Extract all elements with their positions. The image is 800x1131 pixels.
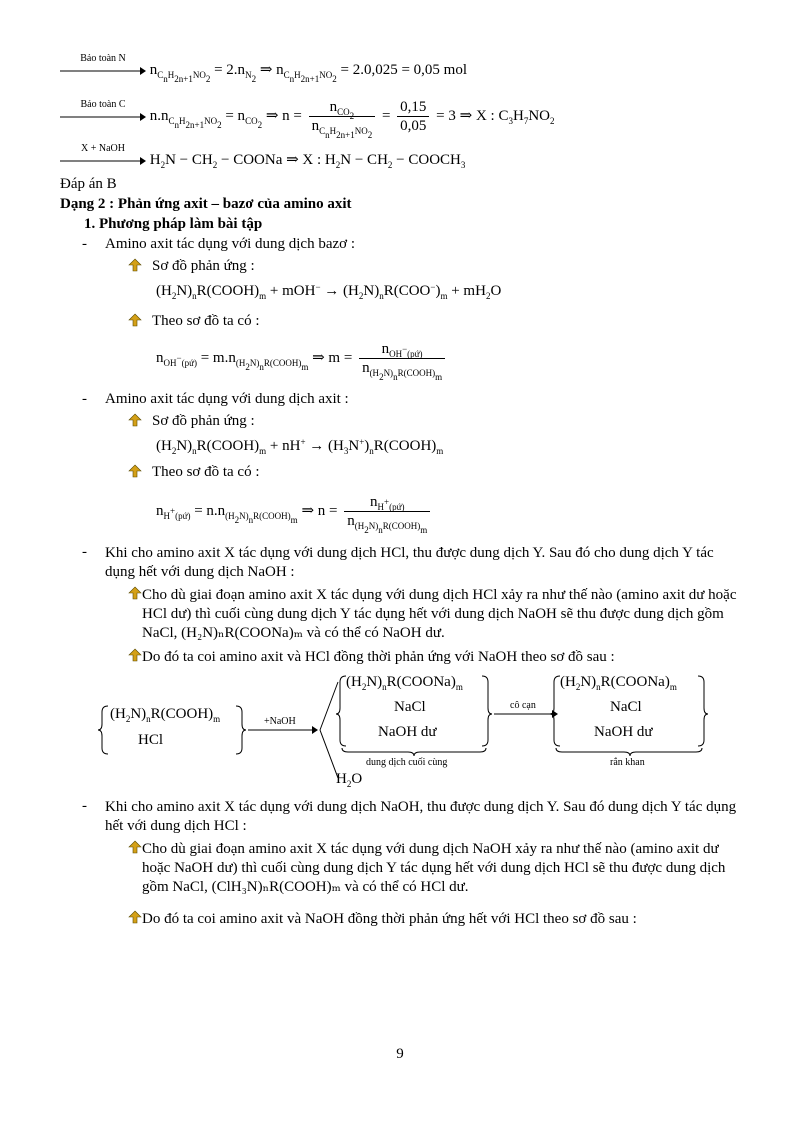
equation-conservation-n: Bảo toàn N $n_{C_nH_{2n+1}NO_2} = 2.n_{N_2}$ ⇒ $n_{C_nH_{2n+1}NO_2} = 2.0,025 = 0,05$ mol [60,60,467,79]
solid-naoh: NaOH dư [594,724,653,740]
label-solid: rắn khan [610,757,645,768]
arrow-conservation-c [60,98,146,122]
fraction-values: $\frac{0,15}{0,05}$ [397,98,429,135]
arrow-bullet-icon [128,648,142,667]
arrow-label: Bảo toàn C [80,98,126,110]
arrow-bullet-icon [128,586,142,605]
solid-nacl: NaCl [610,699,642,715]
arrow-bullet-icon [128,464,142,483]
hcl-note-2: Do đó ta coi amino axit và HCl đồng thời phản ứng với NaOH theo sơ đồ sau : [142,649,615,665]
dash-bullet: - [82,236,87,252]
reaction-acid: $(H_2N)_nR(COOH)_m + nH^+$ → $(H_3N^+)_nR(COOH)_m$ [156,437,444,456]
theo-so-do-label: Theo sơ đồ ta có : [152,313,260,329]
reaction-scheme [98,668,718,788]
arrow-label: Bảo toàn N [80,52,126,64]
solid-amino-salt: $(H_2N)_nR(COONa)_m$ [560,674,677,692]
arrow-bullet-icon [128,413,142,432]
product-amino-salt: $(H_2N)_nR(COONa)_m$ [346,674,463,692]
reactant-amino-acid: $(H_2N)_nR(COOH)_m$ [110,706,221,724]
scheme-label: Sơ đồ phản ứng : [152,413,255,429]
arrow-label: X + NaOH [81,142,125,154]
theo-so-do-label: Theo sơ đồ ta có : [152,464,260,480]
naoh-note-1: Cho dù giai đoạn amino axit X tác dụng với dung dịch NaOH xảy ra như thế nào (amino axit dư hoặc NaOH dư) thì cuối cùng dung dịch Y tác dụng hết với dung dịch HCl sẽ thu được dung dịch gồm NaCl, (ClH₃N)ₙR(COOH)ₘ và có thể có HCl dư. [142,841,726,895]
hcl-note-1: Cho dù giai đoạn amino axit X tác dụng với dung dịch HCl xảy ra như thế nào (amino axit dư hoặc HCl dư) thì cuối cùng dung dịch Y tác dụng hết với dung dịch NaOH sẽ thu được dung dịch gồm NaCl, (H₂N)ₙR(COONa)ₘ và có thể có NaOH dư. [142,587,737,641]
dash-bullet: - [82,544,87,560]
naoh-note-2: Do đó ta coi amino axit và NaOH đồng thời phản ứng hết với HCl theo sơ đồ sau : [142,911,637,927]
naoh-then-hcl: Khi cho amino axit X tác dụng với dung dịch NaOH, thu được dung dịch Y. Sau đó dung dịch Y tác dụng hết với dung dịch HCl : [105,799,737,834]
formula-base-ratio: $n_{OH^-(pứ)} = m.n_{(H_2N)_nR(COOH)_m}$ ⇒ m = $\frac{n_{OH^-(pứ)}}{n_{(H_2N)_nR(COOH)_m}}$ [156,340,448,377]
arrow-conservation-n [60,52,146,76]
arrow-label-naoh: +NaOH [264,716,296,727]
product-nacl: NaCl [394,699,426,715]
formula-acid-ratio: $n_{H^+(pứ)} = n.n_{(H_2N)_nR(COOH)_m}$ ⇒ n = $\frac{n_{H^+(pứ)}}{n_{(H_2N)_nR(COOH)_m}}$ [156,493,433,530]
reaction-base: $(H_2N)_nR(COOH)_m + mOH^- \to (H_2N)_nR(COO^-)_m + mH_2O$ [156,282,502,301]
equation-x-naoh: X + NaOH $H_2N - CH_2$ − COONa ⇒ X : $H_2N - CH_2$ − $COOCH_3$ [60,150,465,169]
answer: Đáp án B [60,176,117,192]
arrow-x-naoh [60,142,146,166]
label-final-solution: dung dịch cuối cùng [366,757,448,768]
hcl-then-naoh: Khi cho amino axit X tác dụng với dung dịch HCl, thu được dung dịch Y. Sau đó cho dung dịch Y tác dụng hết với dung dịch NaOH : [105,545,714,580]
arrow-label-evaporate: cô cạn [510,700,536,711]
product-water: $H_2O$ [336,771,363,789]
arrow-bullet-icon [128,313,142,332]
reactant-hcl: HCl [138,732,164,748]
arrow-bullet-icon [128,840,142,859]
section-title: Dạng 2 : Phản ứng axit – bazơ của amino axit [60,196,352,212]
base-intro: Amino axit tác dụng với dung dịch bazơ : [105,236,355,252]
product-naoh: NaOH dư [378,724,437,740]
subsection-title: 1. Phương pháp làm bài tập [84,216,263,232]
arrow-bullet-icon [128,910,142,929]
fraction-nco2: $\frac{n_{CO_2}}{n_{C_nH_{2n+1}NO_2}}$ [309,98,376,135]
dash-bullet: - [82,391,87,407]
page-number: 9 [396,1046,404,1062]
scheme-label: Sơ đồ phản ứng : [152,258,255,274]
equation-conservation-c: Bảo toàn C $n.n_{C_nH_{2n+1}NO_2} = n_{CO_2}$ ⇒ n = $\frac{n_{CO_2}}{n_{C_nH_{2n+1}NO_2}}$ = $\frac{0,15}{0,05}$ = 3 ⇒ X : $C_3H_7NO_2$ [60,98,554,135]
dash-bullet: - [82,798,87,814]
acid-intro: Amino axit tác dụng với dung dịch axit : [105,391,349,407]
arrow-bullet-icon [128,258,142,277]
